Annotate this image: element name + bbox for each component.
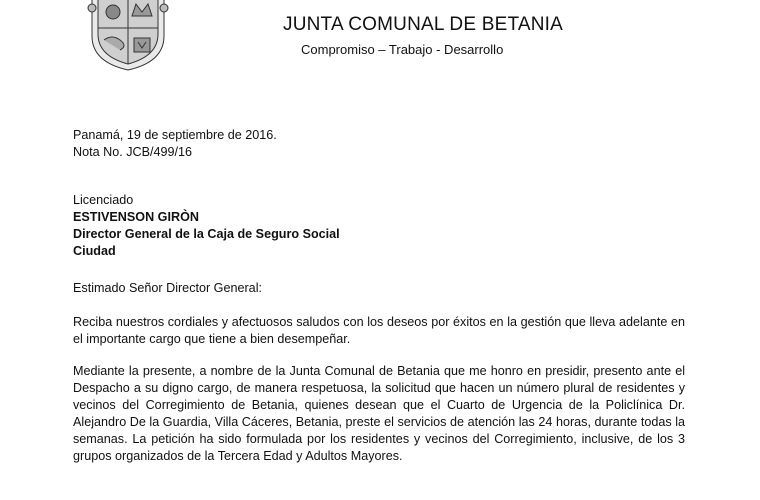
paragraph-greeting: Reciba nuestros cordiales y afectuosos saludos con los deseos por éxitos en la gestión que lleva adelante en el importante cargo que tiene a bien desempeñar. [73,315,685,346]
organization-title: JUNTA COMUNAL DE BETANIA [283,14,563,35]
salutation: Estimado Señor Director General: [73,281,262,295]
date-line: Panamá, 19 de septiembre de 2016. [73,128,277,142]
recipient-city: Ciudad [73,244,116,258]
recipient-block [73,192,340,260]
recipient-name: ESTIVENSON GIRÒN [73,210,199,224]
crest-icon [82,0,174,72]
recipient-title: Licenciado [73,193,134,207]
letter-meta [73,127,277,161]
note-number: Nota No. JCB/499/16 [73,145,193,159]
organization-motto: Compromiso – Trabajo - Desarrollo [301,42,504,57]
paragraph-request: Mediante la presente, a nombre de la Junta Comunal de Betania que me honro en presidir, presento ante el Despacho a su digno cargo, de manera respetuosa, la solicitud que hacen un número plural de residentes y vecinos del Corregimiento de Betania, quienes desean que el Cuarto de Urgencia de la Policlínica Dr. Alejandro De la Guardia, Villa Cáceres, Betania, preste el servicios de atención las 24 horas, durante todas la semanas. La petición ha sido formulada por los residentes y vecinos del Corregimiento, inclusive, de los 3 grupos organizados de la Tercera Edad y Adultos Mayores. [73,364,685,463]
recipient-position: Director General de la Caja de Seguro Social [73,227,340,241]
